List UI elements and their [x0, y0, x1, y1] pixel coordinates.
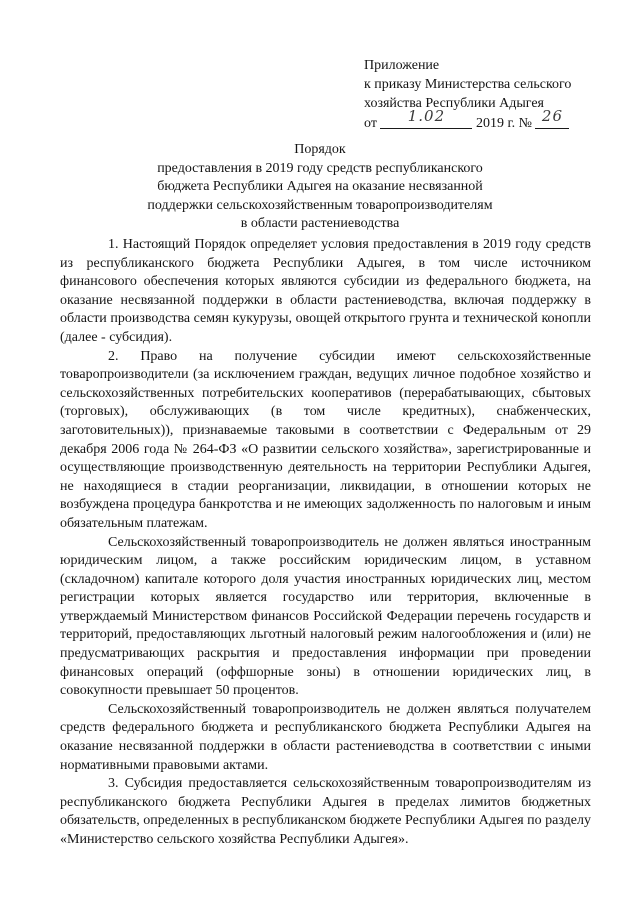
approval-line-3: хозяйства Республики Адыгея — [364, 96, 544, 111]
paragraph-2: 2. Право на получение субсидии имеют сельскохозяйственные товаропроизводители (за исключением граждан, ведущих личное подобное хозяйство и сельскохозяйственных потребительских кооперативов (перерабатывающих, сбытовых (торговых), обслуживающих (в том числе кредитных), снабженческих, заготовительных)), признаваемые таковыми в соответствии с Федеральным от 29 декабря 2006 года № 264-ФЗ «О развитии сельского хозяйства», зарегистрированные и осуществляющие производственную деятельность на территории Республики Адыгея, не находящиеся в стадии реорганизации, ликвидации, в отношении которых не возбуждена процедура банкротства и не имеющих задолженность по налоговым и иным обязательным платежам. — [60, 348, 591, 531]
title-line-4: поддержки сельскохозяйственным товаропроизводителям — [147, 197, 493, 213]
handwritten-number: 26 — [541, 107, 564, 125]
paragraph-4: Сельскохозяйственный товаропроизводитель не должен являться получателем средств федерального бюджета и республиканского бюджета Республики Адыгея на оказание несвязанной поддержки в области растениеводства в соответствии с иными нормативными правовыми актами. — [60, 701, 591, 773]
paragraph-3: Сельскохозяйственный товаропроизводитель не должен являться иностранным юридическим лицом, а также российским юридическим лицом, в уставном (складочном) капитале которого доля участия иностранных юридических лиц, местом регистрации которых является государство или территория, включенные в утверждаемый Министерством финансов Российской Федерации перечень государств и территорий, предоставляющих льготный налоговый режим налогообложения и (или) не предусматривающих раскрытия и предоставления информации при проведении финансовых операций (оффшорные зоны) в отношении юридических лиц, в совокупности превышает 50 процентов. — [60, 534, 591, 699]
number-blank — [535, 107, 569, 129]
approval-prefix: от — [364, 116, 377, 131]
document-title — [70, 141, 570, 234]
title-line-5: в области растениеводства — [240, 216, 400, 231]
approval-line-2: к приказу Министерства сельского — [364, 77, 572, 92]
title-line-2: предоставления в 2019 году средств республиканского — [157, 160, 483, 176]
title-line-1: Порядок — [294, 142, 346, 157]
handwritten-date: 1.02 — [407, 107, 446, 125]
date-blank — [380, 107, 472, 129]
approval-line-1: Приложение — [364, 58, 440, 73]
paragraph-5: 3. Субсидия предоставляется сельскохозяйственным товаропроизводителям из республиканского бюджета Республики Адыгея в пределах лимитов бюджетных обязательств, определенных в республиканском бюджете Республики Адыгея по разделу «Министерство сельского хозяйства Республики Адыгея». — [60, 776, 591, 847]
approval-date-line — [364, 107, 634, 133]
title-line-3: бюджета Республики Адыгея на оказание несвязанной — [157, 179, 483, 194]
approval-year: 2019 г. № — [475, 116, 532, 131]
approval-block — [364, 56, 634, 133]
paragraph-1: 1. Настоящий Порядок определяет условия предоставления в 2019 году средств из республиканского бюджета Республики Адыгея, в том числе источником финансового обеспечения которых являются субсидии из федерального бюджета, на оказание несвязанной поддержки в области растениеводства, включая поддержку в области производства семян кукурузы, овощей открытого грунта и технической конопли (далее - субсидия). — [60, 237, 591, 345]
document-body — [60, 236, 591, 850]
